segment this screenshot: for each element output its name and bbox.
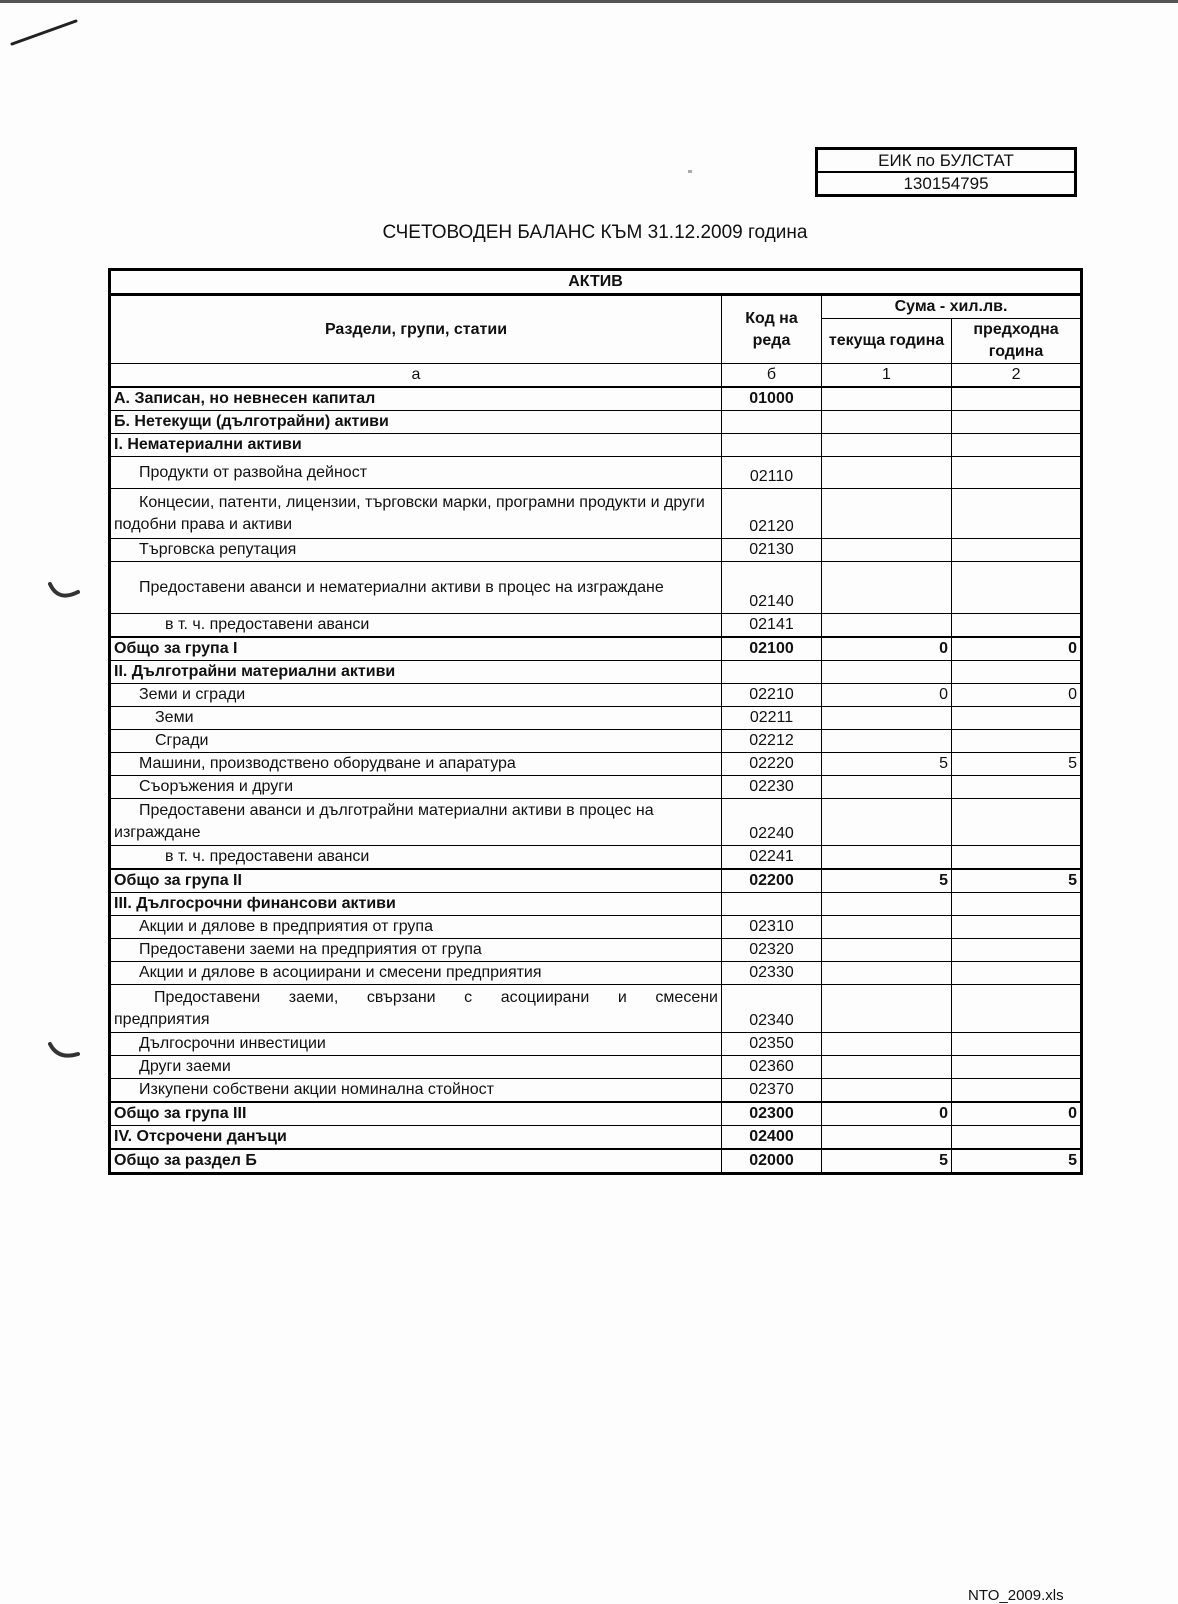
row-label: Земи и сгради (110, 684, 722, 707)
table-row (110, 684, 1082, 707)
row-code: 02000 (722, 1149, 822, 1174)
row-code: 02200 (722, 869, 822, 893)
row-previous (952, 489, 1082, 539)
table-row (110, 799, 1082, 846)
row-previous (952, 457, 1082, 489)
row-label: Земи (110, 707, 722, 730)
row-previous (952, 799, 1082, 846)
table-row (110, 730, 1082, 753)
row-label: Общо за раздел Б (110, 1149, 722, 1174)
row-previous (952, 411, 1082, 434)
row-current (822, 846, 952, 870)
column-header-previous: предходна година (952, 319, 1082, 364)
row-previous (952, 1056, 1082, 1079)
row-label: Предоставени аванси и дълготрайни материални активи в процес на изграждане (110, 799, 722, 846)
row-code: 02130 (722, 539, 822, 562)
row-current (822, 457, 952, 489)
row-current (822, 614, 952, 638)
row-code: 02320 (722, 939, 822, 962)
row-label: Търговска репутация (110, 539, 722, 562)
row-code (722, 661, 822, 684)
table-row (110, 776, 1082, 799)
row-current (822, 893, 952, 916)
row-code: 02240 (722, 799, 822, 846)
row-current: 0 (822, 637, 952, 661)
table-row (110, 1056, 1082, 1079)
row-code: 02370 (722, 1079, 822, 1103)
table-row (110, 562, 1082, 614)
row-previous (952, 776, 1082, 799)
row-previous (952, 939, 1082, 962)
row-current (822, 730, 952, 753)
row-code: 02310 (722, 916, 822, 939)
row-previous (952, 846, 1082, 870)
row-current (822, 1056, 952, 1079)
document-title: СЧЕТОВОДЕН БАЛАНС КЪМ 31.12.2009 година (382, 222, 808, 243)
row-previous: 5 (952, 753, 1082, 776)
eik-label: ЕИК по БУЛСТАТ (817, 149, 1076, 173)
row-current (822, 776, 952, 799)
row-current (822, 562, 952, 614)
table-row (110, 985, 1082, 1033)
row-code: 02141 (722, 614, 822, 638)
row-label: Б. Нетекущи (дълготрайни) активи (110, 411, 722, 434)
row-label-line: Предоставени заеми, свързани с асоциирани и смесени (154, 988, 718, 1006)
table-row (110, 916, 1082, 939)
column-header-sum: Сума - хил.лв. (822, 295, 1082, 319)
row-label: IV. Отсрочени данъци (110, 1126, 722, 1150)
table-row (110, 637, 1082, 661)
row-current (822, 707, 952, 730)
table-row (110, 753, 1082, 776)
row-current (822, 489, 952, 539)
row-previous (952, 985, 1082, 1033)
row-code: 02330 (722, 962, 822, 985)
row-code: 02400 (722, 1126, 822, 1150)
row-label: Общо за група III (110, 1102, 722, 1126)
row-current (822, 916, 952, 939)
row-label: I. Нематериални активи (110, 434, 722, 457)
row-label: Общо за група I (110, 637, 722, 661)
table-row (110, 893, 1082, 916)
row-code: 02360 (722, 1056, 822, 1079)
row-label: Сгради (110, 730, 722, 753)
row-code: 02241 (722, 846, 822, 870)
row-previous (952, 916, 1082, 939)
row-current (822, 434, 952, 457)
row-code (722, 411, 822, 434)
table-row (110, 539, 1082, 562)
balance-table (108, 268, 1083, 1175)
row-label: Съоръжения и други (110, 776, 722, 799)
scan-speck (688, 170, 692, 173)
scan-top-edge (0, 0, 1178, 3)
row-previous (952, 893, 1082, 916)
column-header-current: текуща година (822, 319, 952, 364)
row-label: Продукти от развойна дейност (110, 457, 722, 489)
row-previous (952, 614, 1082, 638)
row-label: А. Записан, но невнесен капитал (110, 387, 722, 411)
row-current (822, 1033, 952, 1056)
row-label: Предоставени аванси и нематериални активи в процес на изграждане (110, 562, 722, 614)
column-header-name: Раздели, групи, статии (110, 295, 722, 364)
row-label: Акции и дялове в предприятия от група (110, 916, 722, 939)
row-previous (952, 387, 1082, 411)
row-code: 02100 (722, 637, 822, 661)
row-previous: 0 (952, 1102, 1082, 1126)
row-code: 02300 (722, 1102, 822, 1126)
row-previous: 5 (952, 1149, 1082, 1174)
row-current (822, 799, 952, 846)
row-label-line: предприятия (114, 1010, 210, 1028)
row-label: в т. ч. предоставени аванси (110, 614, 722, 638)
row-label: Изкупени собствени акции номинална стойност (110, 1079, 722, 1103)
row-label: Концесии, патенти, лицензии, търговски марки, програмни продукти и други подобни права и активи (110, 489, 722, 539)
row-label: Акции и дялове в асоциирани и смесени предприятия (110, 962, 722, 985)
table-row (110, 1149, 1082, 1174)
index-name: а (110, 364, 722, 388)
row-current (822, 939, 952, 962)
row-previous: 0 (952, 684, 1082, 707)
table-row (110, 411, 1082, 434)
row-code: 01000 (722, 387, 822, 411)
table-row (110, 1102, 1082, 1126)
table-row (110, 387, 1082, 411)
row-label: в т. ч. предоставени аванси (110, 846, 722, 870)
table-row (110, 1126, 1082, 1150)
row-current: 5 (822, 753, 952, 776)
row-code (722, 434, 822, 457)
row-label: III. Дългосрочни финансови активи (110, 893, 722, 916)
table-row (110, 1079, 1082, 1103)
row-previous (952, 1033, 1082, 1056)
table-row (110, 614, 1082, 638)
table-row (110, 489, 1082, 539)
punch-hole-mark (48, 578, 80, 604)
row-code: 02210 (722, 684, 822, 707)
row-current: 0 (822, 1102, 952, 1126)
table-row (110, 939, 1082, 962)
row-current: 0 (822, 684, 952, 707)
table-row (110, 707, 1082, 730)
row-code: 02212 (722, 730, 822, 753)
eik-box (815, 147, 1077, 197)
row-previous (952, 962, 1082, 985)
row-current (822, 1126, 952, 1150)
row-code: 02340 (722, 985, 822, 1033)
footer-filename: NTO_2009.xls (968, 1587, 1064, 1604)
row-previous: 0 (952, 637, 1082, 661)
row-current (822, 962, 952, 985)
row-previous (952, 730, 1082, 753)
row-code: 02350 (722, 1033, 822, 1056)
row-code (722, 893, 822, 916)
row-current: 5 (822, 869, 952, 893)
row-label: Предоставени заеми на предприятия от група (110, 939, 722, 962)
table-row (110, 962, 1082, 985)
index-current: 1 (822, 364, 952, 388)
pen-stroke-mark (10, 18, 80, 48)
column-header-code: Код на реда (722, 295, 822, 364)
row-previous (952, 434, 1082, 457)
row-previous (952, 539, 1082, 562)
table-row (110, 661, 1082, 684)
row-previous (952, 562, 1082, 614)
index-previous: 2 (952, 364, 1082, 388)
row-code: 02211 (722, 707, 822, 730)
eik-value: 130154795 (817, 172, 1076, 196)
row-previous (952, 661, 1082, 684)
row-code: 02140 (722, 562, 822, 614)
row-code: 02220 (722, 753, 822, 776)
row-previous (952, 1126, 1082, 1150)
row-current (822, 661, 952, 684)
row-label: Общо за група II (110, 869, 722, 893)
section-header: АКТИВ (110, 270, 1082, 295)
row-code: 02120 (722, 489, 822, 539)
table-row (110, 457, 1082, 489)
row-current (822, 387, 952, 411)
row-code: 02230 (722, 776, 822, 799)
table-row (110, 846, 1082, 870)
table-row (110, 434, 1082, 457)
index-code: б (722, 364, 822, 388)
row-current (822, 985, 952, 1033)
row-current (822, 411, 952, 434)
row-previous: 5 (952, 869, 1082, 893)
row-previous (952, 707, 1082, 730)
row-previous (952, 1079, 1082, 1103)
row-label: Дългосрочни инвестиции (110, 1033, 722, 1056)
row-label (110, 985, 722, 1033)
row-label: II. Дълготрайни материални активи (110, 661, 722, 684)
row-current: 5 (822, 1149, 952, 1174)
table-row (110, 1033, 1082, 1056)
row-label: Други заеми (110, 1056, 722, 1079)
row-current (822, 1079, 952, 1103)
punch-hole-mark (48, 1040, 80, 1066)
row-label: Машини, производствено оборудване и апаратура (110, 753, 722, 776)
row-current (822, 539, 952, 562)
row-code: 02110 (722, 457, 822, 489)
table-row (110, 869, 1082, 893)
